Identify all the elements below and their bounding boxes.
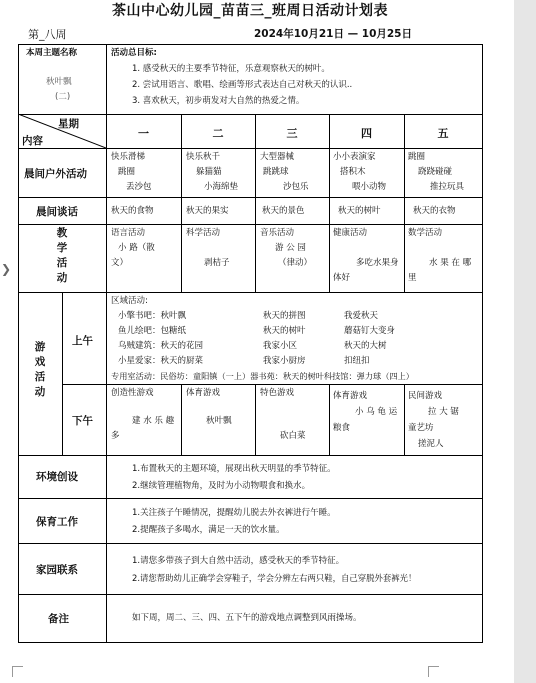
- teaching-cell: 水 果 在 哪: [429, 258, 472, 268]
- teaching-cell: 健康活动: [333, 228, 368, 238]
- teaching-cell: 语言活动: [111, 228, 146, 238]
- games-label: 游 戏 活 动: [34, 341, 46, 398]
- day-thu: 四: [361, 127, 372, 140]
- teaching-cell: （律动）: [278, 258, 313, 268]
- outdoor-cell: 丢沙包: [126, 182, 152, 192]
- area-title: 区域活动:: [111, 296, 148, 306]
- environment-label: 环境创设: [36, 471, 78, 483]
- table-rule: [18, 292, 483, 293]
- afternoon-cell: 多: [111, 431, 120, 441]
- afternoon-cell: 建 水 乐 趣: [132, 416, 175, 426]
- day-fri: 五: [437, 127, 449, 140]
- teaching-cell: 剥桔子: [204, 258, 230, 268]
- afternoon-cell: 体育游戏: [333, 391, 368, 401]
- teaching-cell: 游 公 园: [275, 243, 306, 253]
- table-rule: [18, 642, 483, 643]
- theme-label: 本周主题名称: [26, 48, 78, 58]
- teaching-cell: 数学活动: [408, 228, 443, 238]
- page-corner-mark: [12, 666, 23, 677]
- table-rule: [329, 384, 330, 455]
- outdoor-cell: 躲猫猫: [196, 167, 222, 177]
- notes-text: 如下周，周二、三、四、五下午的游戏地点调整到风雨操场。: [132, 613, 362, 623]
- area-item: 小擎书吧：秋叶飘: [118, 311, 187, 321]
- afternoon-cell: 童艺坊: [408, 423, 434, 433]
- date-range: 2024年10月21日 — 10月25日: [254, 28, 412, 40]
- home-line: 1.请您多带孩子到大自然中活动，感受秋天的季节特征。: [132, 556, 345, 566]
- outdoor-cell: 大型器械: [260, 152, 295, 162]
- outdoor-cell: 跷跷碰碰: [418, 167, 453, 177]
- area-item: 我爱秋天: [344, 311, 379, 321]
- outdoor-cell: 搭积木: [340, 167, 366, 177]
- area-item: 鱼儿绘吧：包糖纸: [118, 326, 187, 336]
- header-week: 星期: [58, 118, 79, 130]
- table-rule: [18, 455, 483, 456]
- table-rule: [106, 292, 107, 455]
- teaching-cell: 小 路（散: [118, 243, 155, 253]
- afternoon-cell: 特色游戏: [260, 388, 295, 398]
- talk-cell: 秋天的景色: [262, 206, 305, 216]
- page-corner-mark: [428, 666, 439, 677]
- home-line: 2.请您帮助幼儿正确学会穿鞋子，学会分辨左右两只鞋，自己穿脱外套裤光！: [132, 573, 417, 583]
- table-rule: [62, 292, 63, 455]
- table-rule: [106, 44, 107, 114]
- teaching-cell: 体好: [333, 273, 351, 283]
- area-item: 小星爱家：秋天的厨菜: [118, 356, 204, 366]
- area-item: 秋天的拼图: [263, 311, 306, 321]
- afternoon-cell: 创造性游戏: [111, 388, 154, 398]
- games-morning-label: 上午: [72, 335, 93, 347]
- table-rule: [404, 384, 405, 455]
- outdoor-cell: 快乐秋千: [186, 152, 221, 162]
- header-content: 内容: [22, 135, 43, 147]
- outdoor-cell: 跳圈: [118, 167, 136, 177]
- table-rule: [482, 44, 483, 642]
- week-label: 第_八周: [28, 28, 67, 41]
- outdoor-cell: 小小表演家: [333, 152, 376, 162]
- area-item: 秋天的树叶: [263, 326, 306, 336]
- care-line: 1.关注孩子午睡情况，提醒幼儿脱去外衣裤进行午睡。: [132, 508, 336, 518]
- afternoon-cell: 砍白菜: [280, 431, 306, 441]
- table-rule: [18, 148, 483, 149]
- notes-label: 备注: [48, 613, 69, 625]
- table-rule: [18, 543, 483, 544]
- teaching-cell: 文）: [111, 258, 129, 268]
- goal-item: 1. 感受秋天的主要季节特征，乐意观察秋天的树叶。: [132, 64, 330, 74]
- afternoon-cell: 粮食: [333, 423, 351, 433]
- area-item: 我家小厨房: [263, 356, 306, 366]
- outdoor-cell: 跳跳球: [263, 167, 289, 177]
- teaching-cell: 音乐活动: [260, 228, 295, 238]
- goal-item: 2. 尝试用语言、歌唱、绘画等形式表达自己对秋天的认识..: [132, 80, 353, 90]
- day-wed: 三: [286, 127, 298, 140]
- outdoor-cell: 快乐滑梯: [111, 152, 146, 162]
- day-mon: 一: [138, 127, 149, 140]
- chevron-left-icon[interactable]: ❯: [1, 262, 12, 276]
- table-rule: [18, 594, 483, 595]
- morning-talk-label: 晨间谈话: [36, 206, 78, 218]
- talk-cell: 秋天的果实: [186, 206, 229, 216]
- table-rule: [18, 498, 483, 499]
- page-title: 茶山中心幼儿园_苗苗三_班周日活动计划表: [112, 3, 388, 19]
- table-rule: [18, 224, 483, 225]
- talk-cell: 秋天的食物: [111, 206, 154, 216]
- scrollbar-gutter[interactable]: [514, 0, 536, 683]
- care-line: 2.提醒孩子多喝水，满足一天的饮水量。: [132, 525, 285, 535]
- morning-outdoor-label: 晨间户外活动: [24, 168, 87, 180]
- talk-cell: 秋天的树叶: [338, 206, 381, 216]
- area-item: 我家小区: [263, 341, 298, 351]
- afternoon-cell: 民间游戏: [408, 391, 443, 401]
- environment-line: 1.布置秋天的主题环境，展现出秋天明显的季节特征。: [132, 464, 336, 474]
- outdoor-cell: 推拉玩具: [430, 182, 465, 192]
- goals-label: 活动总目标:: [111, 48, 157, 58]
- teaching-cell: 多吃水果身: [356, 258, 399, 268]
- table-rule: [106, 455, 107, 642]
- outdoor-cell: 跳圈: [408, 152, 426, 162]
- afternoon-cell: 小 乌 龟 运: [355, 407, 398, 417]
- teaching-cell: 里: [408, 273, 417, 283]
- table-rule: [181, 384, 182, 455]
- afternoon-cell: 搓泥人: [418, 439, 444, 449]
- day-tue: 二: [212, 127, 224, 140]
- teaching-cell: 科学活动: [186, 228, 221, 238]
- outdoor-cell: 沙包乐: [283, 182, 309, 192]
- afternoon-cell: 体育游戏: [186, 388, 221, 398]
- area-item: 秋天的大树: [344, 341, 387, 351]
- environment-line: 2.继续管理植物角，及时为小动物喂食和换水。: [132, 481, 311, 491]
- teaching-label: 教 学 活 动: [56, 227, 68, 284]
- outdoor-cell: 喂小动物: [352, 182, 387, 192]
- table-rule: [18, 197, 483, 198]
- games-afternoon-label: 下午: [72, 415, 93, 427]
- area-item: 蘑菇钉大变身: [344, 326, 396, 336]
- afternoon-cell: 拉 大 锯: [428, 407, 459, 417]
- area-item: 扣纽扣: [344, 356, 370, 366]
- special-room-activities: 专用室活动：民俗坊：童阳镇（一上）器书苑：秋天的树叶科技馆：弹力球（四上）: [111, 371, 414, 381]
- area-item: 乌贼建筑：秋天的花园: [118, 341, 204, 351]
- table-rule: [62, 384, 483, 385]
- outdoor-cell: 小海绵垫: [204, 182, 239, 192]
- theme-sub: (二): [55, 92, 71, 102]
- care-label: 保育工作: [36, 516, 78, 528]
- table-rule: [18, 44, 483, 45]
- goal-item: 3. 喜欢秋天，初步萌发对大自然的热爱之情。: [132, 96, 305, 106]
- table-rule: [255, 384, 256, 455]
- home-label: 家园联系: [36, 564, 78, 576]
- talk-cell: 秋天的衣物: [413, 206, 456, 216]
- theme-name: 秋叶飘: [46, 77, 72, 87]
- afternoon-cell: 秋叶飘: [206, 416, 232, 426]
